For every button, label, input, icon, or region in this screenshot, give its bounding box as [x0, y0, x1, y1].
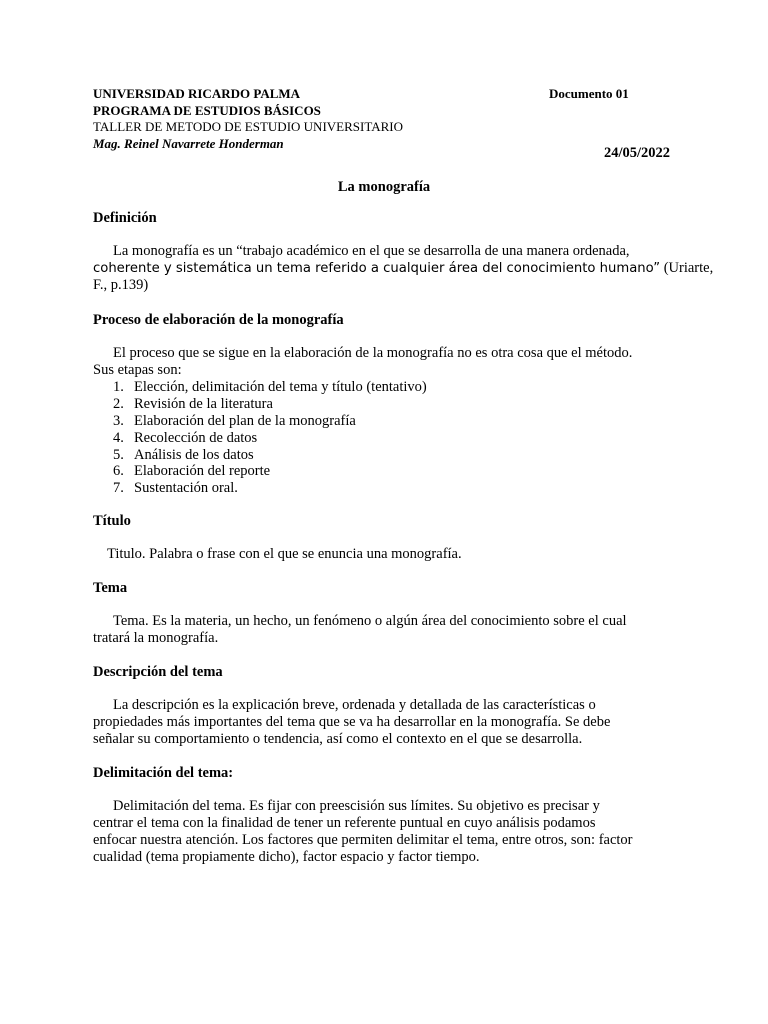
tema-line-2: tratará la monografía. [93, 630, 219, 646]
heading-definicion: Definición [93, 210, 157, 226]
definicion-line-3: F., p.139) [93, 277, 149, 293]
list-item: 2. Revisión de la literatura [113, 395, 273, 412]
delimitacion-line-3: enfocar nuestra atención. Los factores que permiten delimitar el tema, entre otros, son: factor [93, 832, 633, 848]
university-name: UNIVERSIDAD RICARDO PALMA [93, 86, 301, 101]
heading-descripcion: Descripción del tema [93, 664, 223, 680]
list-item: 7. Sustentación oral. [113, 480, 238, 497]
delimitacion-line-2: centrar el tema con la finalidad de tener un referente puntual en cuyo análisis podamos [93, 815, 596, 831]
descripcion-line-2: propiedades más importantes del tema que se va ha desarrollar en la monografía. Se debe [93, 714, 611, 730]
heading-titulo: Título [93, 513, 131, 529]
delimitacion-line-4: cualidad (tema propiamente dicho), factor espacio y factor tiempo. [93, 849, 480, 865]
definicion-quote: coherente y sistemática un tema referido a cualquier área del conocimiento humano” [93, 261, 661, 276]
heading-tema: Tema [93, 580, 128, 596]
proceso-line-2: Sus etapas son: [93, 362, 182, 378]
tema-line-1: Tema. Es la materia, un hecho, un fenómeno o algún área del conocimiento sobre el cual [113, 613, 627, 629]
definicion-line-1: La monografía es un “trabajo académico en el que se desarrolla de una manera ordenada, [113, 243, 630, 259]
etapas-list [113, 379, 427, 497]
paragraph-descripcion [93, 697, 683, 748]
list-item: 5. Análisis de los datos [113, 446, 254, 463]
descripcion-line-1: La descripción es la explicación breve, ordenada y detallada de las características o [113, 697, 596, 713]
list-item: 1. Elección, delimitación del tema y título (tentativo) [113, 379, 427, 395]
definicion-citation: (Uriarte, [660, 260, 714, 276]
author-name: Mag. Reinel Navarrete Honderman [93, 135, 284, 151]
list-item: 6. Elaboración del reporte [113, 463, 271, 480]
list-item: 3. Elaboración del plan de la monografía [113, 412, 356, 429]
paragraph-titulo [93, 546, 683, 563]
titulo-line-1: Titulo. Palabra o frase con el que se enuncia una monografía. [107, 546, 462, 562]
paragraph-tema [93, 613, 683, 647]
document-title: La monografía [337, 179, 431, 195]
paragraph-definicion [93, 243, 714, 294]
list-item: 4. Recolección de datos [113, 429, 258, 446]
document-number: Documento 01 [549, 86, 629, 101]
document-date: 24/05/2022 [604, 145, 671, 161]
proceso-line-1: El proceso que se sigue en la elaboración de la monografía no es otra cosa que el método. [113, 345, 633, 361]
program-name: PROGRAMA DE ESTUDIOS BÁSICOS [93, 102, 321, 118]
delimitacion-line-1: Delimitación del tema. Es fijar con preescisión sus límites. Su objetivo es precisar y [113, 798, 600, 814]
heading-delimitacion: Delimitación del tema: [93, 765, 234, 781]
course-name: TALLER DE METODO DE ESTUDIO UNIVERSITARIO [93, 119, 404, 134]
paragraph-proceso [93, 345, 683, 379]
paragraph-delimitacion [93, 798, 683, 866]
heading-proceso: Proceso de elaboración de la monografía [93, 312, 344, 328]
descripcion-line-3: señalar su comportamiento o tendencia, así como el contexto en el que se desarrolla. [93, 731, 583, 747]
